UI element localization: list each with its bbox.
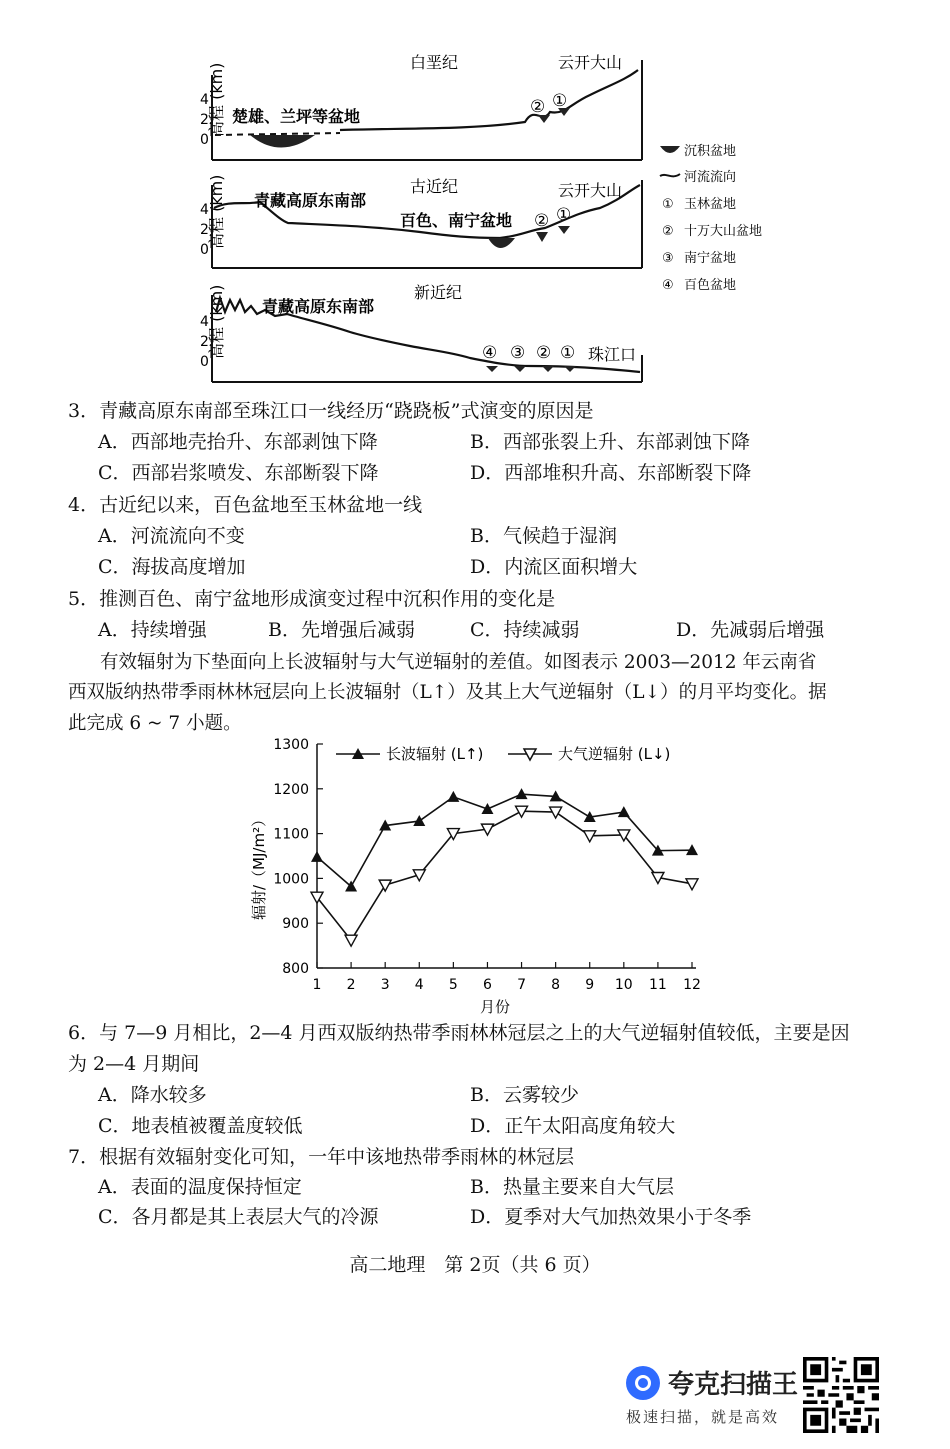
profile-y-tick: 2 <box>200 112 209 128</box>
question-5-option-a[interactable]: A．持续增强 <box>98 619 207 641</box>
question-7-option-d[interactable]: D．夏季对大气加热效果小于冬季 <box>470 1206 752 1228</box>
profile-mountain-label: 云开大山 <box>558 53 623 72</box>
x-tick-label: 2 <box>346 977 356 993</box>
counter-radiation-point <box>379 880 391 891</box>
profile-y-tick: 2 <box>200 334 209 350</box>
legend-symbol: ③ <box>662 251 674 266</box>
question-6-option-a[interactable]: A．降水较多 <box>98 1084 207 1106</box>
legend-text: 沉积盆地 <box>684 144 737 159</box>
question-4-option-b[interactable]: B．气候趋于湿润 <box>470 525 617 547</box>
x-tick-label: 4 <box>414 977 424 993</box>
x-tick-label: 7 <box>517 977 527 993</box>
legend-text: 百色盆地 <box>684 278 737 293</box>
profile-estuary-label: 珠江口 <box>588 345 637 364</box>
counter-radiation-point <box>686 879 698 890</box>
longwave-point <box>618 806 630 817</box>
profile-y-tick: 0 <box>200 132 209 148</box>
x-tick-label: 6 <box>482 977 492 993</box>
profile-panel-paleogene <box>200 175 642 268</box>
legend-symbol: ① <box>662 197 674 212</box>
profile-marker: ② <box>534 211 550 231</box>
y-tick-label: 800 <box>282 961 309 977</box>
profile-basin-label: 百色、南宁盆地 <box>400 211 513 230</box>
question-5-option-d[interactable]: D．先减弱后增强 <box>676 619 825 641</box>
profile-y-tick: 4 <box>200 314 209 330</box>
question-7-option-c[interactable]: C．各月都是其上表层大气的冷源 <box>98 1206 379 1228</box>
scanner-watermark <box>622 1362 802 1432</box>
chart-legend <box>336 745 670 763</box>
question-4-option-d[interactable]: D．内流区面积增大 <box>470 556 638 578</box>
x-tick-label: 12 <box>683 977 701 993</box>
longwave-point <box>481 803 493 814</box>
legend-counter-label: 大气逆辐射 (L↓) <box>558 745 671 763</box>
profile-y-title: 高程 (km) <box>207 284 226 359</box>
legend-text: 南宁盆地 <box>684 251 737 266</box>
chart-x-label: 月份 <box>479 998 511 1016</box>
question-3-option-b[interactable]: B．西部张裂上升、东部剥蚀下降 <box>470 431 750 453</box>
question-7-stem: 7．根据有效辐射变化可知，一年中该地热带季雨林的林冠层 <box>68 1146 575 1168</box>
page-footer: 高二地理 第 2页（共 6 页） <box>349 1254 601 1276</box>
profile-mountain-label: 云开大山 <box>558 181 623 200</box>
y-tick-label: 1000 <box>273 871 309 888</box>
legend-basin-symbol <box>660 146 680 153</box>
chart-y-label: 辐射/（MJ/m²） <box>250 811 268 920</box>
profile-marker: ② <box>536 343 552 363</box>
x-tick-label: 11 <box>648 977 667 993</box>
profile-basin-label: 楚雄、兰坪等盆地 <box>232 107 361 126</box>
question-6-stem-line-1: 6．与 7—9 月相比，2—4 月西双版纳热带季雨林林冠层之上的大气逆辐射值较低，主要是因 <box>68 1022 850 1044</box>
profile-y-title: 高程 (km) <box>207 62 226 137</box>
x-tick-label: 1 <box>312 977 322 993</box>
intro-line-3: 此完成 6 ~ 7 小题。 <box>68 713 242 734</box>
x-tick-label: 8 <box>551 977 561 993</box>
profile-marker: ② <box>530 97 546 117</box>
question-4-option-c[interactable]: C．海拔高度增加 <box>98 556 246 578</box>
question-3-option-a[interactable]: A．西部地壳抬升、东部剥蚀下降 <box>98 431 378 453</box>
profile-panel-neogene <box>200 283 642 382</box>
x-tick-label: 9 <box>585 977 595 993</box>
profile-legend <box>660 143 762 293</box>
longwave-point <box>413 815 425 826</box>
intro-line-1: 有效辐射为下垫面向上长波辐射与大气逆辐射的差值。如图表示 2003—2012 年云南省 <box>100 652 817 673</box>
question-3-option-c[interactable]: C．西部岩浆喷发、东部断裂下降 <box>98 462 379 484</box>
question-5-option-b[interactable]: B．先增强后减弱 <box>268 619 415 641</box>
question-4-option-a[interactable]: A．河流流向不变 <box>98 525 245 547</box>
question-4-stem: 4．古近纪以来，百色盆地至玉林盆地一线 <box>68 494 423 516</box>
scanner-logo-icon <box>626 1366 660 1400</box>
y-tick-label: 1300 <box>273 737 309 753</box>
profile-marker: ③ <box>510 343 526 363</box>
profile-marker: ① <box>556 205 572 225</box>
profile-era-label: 古近纪 <box>410 177 459 196</box>
qr-code-icon <box>803 1357 879 1433</box>
legend-text: 河流流向 <box>684 170 737 185</box>
profile-era-label: 白垩纪 <box>410 53 459 72</box>
profile-y-tick: 2 <box>200 222 209 238</box>
question-5-stem: 5．推测百色、南宁盆地形成演变过程中沉积作用的变化是 <box>68 588 556 610</box>
y-tick-label: 1200 <box>273 781 309 798</box>
x-tick-label: 5 <box>448 977 458 993</box>
profile-y-tick: 0 <box>200 354 209 370</box>
y-tick-label: 900 <box>282 916 309 933</box>
question-6-stem-line-2: 为 2—4 月期间 <box>68 1053 200 1075</box>
x-tick-label: 10 <box>614 977 633 993</box>
question-7-option-a[interactable]: A．表面的温度保持恒定 <box>98 1176 302 1198</box>
profile-region-label: 青藏高原东南部 <box>254 191 367 210</box>
series-counter-line <box>317 811 692 940</box>
question-3-option-d[interactable]: D．西部堆积升高、东部断裂下降 <box>470 462 752 484</box>
legend-symbol: ② <box>662 224 674 239</box>
legend-text: 十万大山盆地 <box>684 224 763 239</box>
legend-text: 玉林盆地 <box>684 197 737 212</box>
series-longwave-line <box>317 794 692 886</box>
question-6-option-b[interactable]: B．云雾较少 <box>470 1084 579 1106</box>
question-7-option-b[interactable]: B．热量主要来自大气层 <box>470 1176 674 1198</box>
legend-symbol: ④ <box>662 278 674 293</box>
profile-y-tick: 0 <box>200 242 209 258</box>
profile-y-tick: 4 <box>200 92 209 108</box>
profile-marker: ① <box>552 91 568 111</box>
legend-longwave-label: 长波辐射 (L↑) <box>386 745 484 763</box>
profile-y-tick: 4 <box>200 202 209 218</box>
profile-marker: ① <box>560 343 576 363</box>
intro-line-2: 西双版纳热带季雨林林冠层向上长波辐射（L↑）及其上大气逆辐射（L↓）的月平均变化。据 <box>68 682 827 703</box>
profile-y-title: 高程 (km) <box>207 174 226 249</box>
legend-arrow-symbol <box>660 174 680 176</box>
question-6-option-c[interactable]: C．地表植被覆盖度较低 <box>98 1115 303 1137</box>
question-6-option-d[interactable]: D．正午太阳高度角较大 <box>470 1115 676 1137</box>
scanner-slogan: 极速扫描，就是高效 <box>626 1408 780 1426</box>
profile-region-label: 青藏高原东南部 <box>262 297 375 316</box>
x-tick-label: 3 <box>380 977 390 993</box>
counter-radiation-point <box>345 935 357 946</box>
terrain-profile-figure <box>170 40 790 390</box>
question-5-option-c[interactable]: C．持续减弱 <box>470 619 580 641</box>
longwave-point <box>311 851 323 862</box>
question-3-stem: 3．青藏高原东南部至珠江口一线经历“跷跷板”式演变的原因是 <box>68 400 594 422</box>
profile-panel-cretaceous <box>200 53 642 160</box>
profile-marker: ④ <box>482 343 498 363</box>
y-tick-label: 1100 <box>273 826 309 843</box>
longwave-point <box>447 791 459 802</box>
radiation-line-chart <box>240 730 720 1020</box>
profile-era-label: 新近纪 <box>414 283 463 302</box>
scanner-brand-name: 夸克扫描王 <box>668 1370 799 1400</box>
